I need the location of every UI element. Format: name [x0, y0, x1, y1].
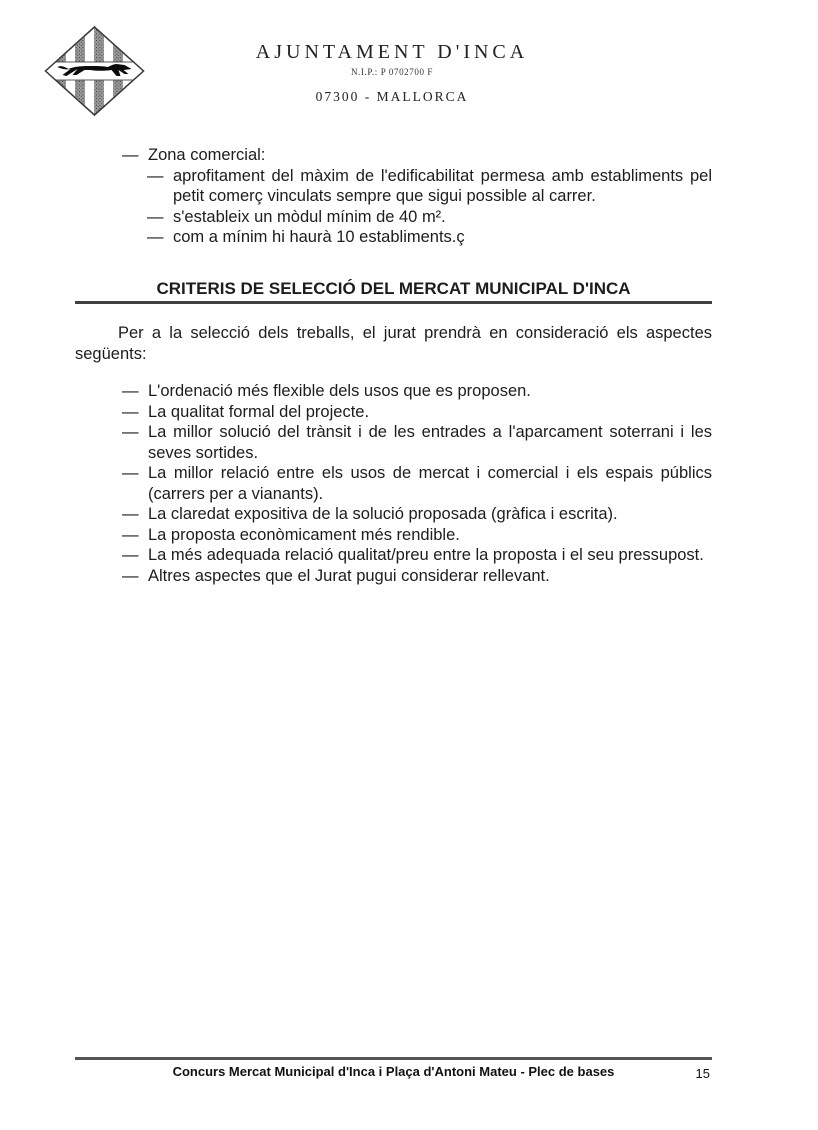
list-item-text: La més adequada relació qualitat/preu entre la proposta i el seu pressupost. [148, 546, 704, 564]
dash-bullet: — [122, 525, 139, 544]
dash-bullet: — [122, 382, 139, 400]
list-item-text: La millor relació entre els usos de mercat i comercial i els espais públics (carrers per a vianants). [148, 464, 712, 503]
list-item-text: La proposta econòmicament més rendible. [148, 525, 460, 544]
dash-bullet: — [122, 464, 139, 482]
dash-bullet: — [147, 228, 164, 246]
list-item-text: aprofitament del màxim de l'edificabilitat permesa amb establiments pel petit comerç vinculats sempre que sigui possible al carrer. [173, 166, 712, 205]
list-item [75, 525, 712, 546]
list-item-text: La claredat expositiva de la solució proposada (gràfica i escrita). [148, 505, 618, 523]
section-heading: CRITERIS DE SELECCIÓ DEL MERCAT MUNICIPAL D'INCA [75, 279, 712, 305]
list-item [75, 381, 712, 402]
zona-comercial-list [75, 145, 712, 248]
list-item [75, 227, 712, 248]
org-nif: N.I.P.: P 0702700 F [350, 67, 434, 77]
list-item [75, 207, 712, 228]
list-item-text: com a mínim hi haurà 10 establiments.ç [173, 228, 465, 246]
footer-title: Concurs Mercat Municipal d'Inca i Plaça d'Antoni Mateu - Plec de bases [172, 1064, 615, 1079]
list-item-text: s'estableix un mòdul mínim de 40 m². [173, 207, 446, 226]
org-title: AJUNTAMENT D'INCA [255, 41, 529, 63]
dash-bullet: — [122, 546, 139, 564]
dash-bullet: — [122, 146, 139, 164]
list-item [75, 422, 712, 463]
dash-bullet: — [122, 566, 139, 585]
list-item [75, 463, 712, 504]
document-body [75, 0, 712, 586]
list-item [75, 566, 712, 587]
org-location: 07300 - MALLORCA [315, 89, 469, 104]
dash-bullet: — [147, 207, 164, 226]
page-number: 15 [695, 1066, 710, 1081]
intro-paragraph: Per a la selecció dels treballs, el jurat prendrà en consideració els aspectes següents: [75, 324, 712, 363]
dash-bullet: — [122, 423, 139, 441]
list-item-text: La millor solució del trànsit i de les entrades a l'aparcament soterrani i les seves sortides. [148, 423, 712, 462]
list-item [75, 166, 712, 207]
page-footer [75, 1057, 712, 1079]
list-item-text: Altres aspectes que el Jurat pugui considerar rellevant. [148, 566, 550, 585]
list-item [75, 145, 712, 166]
list-item-text: L'ordenació més flexible dels usos que es proposen. [148, 382, 531, 400]
list-item-text: La qualitat formal del projecte. [148, 402, 370, 421]
dash-bullet: — [122, 402, 139, 421]
list-item-text: Zona comercial: [148, 146, 266, 164]
dash-bullet: — [147, 166, 164, 185]
list-item [75, 504, 712, 525]
criteria-list [75, 381, 712, 586]
list-item [75, 545, 712, 566]
dash-bullet: — [122, 505, 139, 523]
list-item [75, 402, 712, 423]
